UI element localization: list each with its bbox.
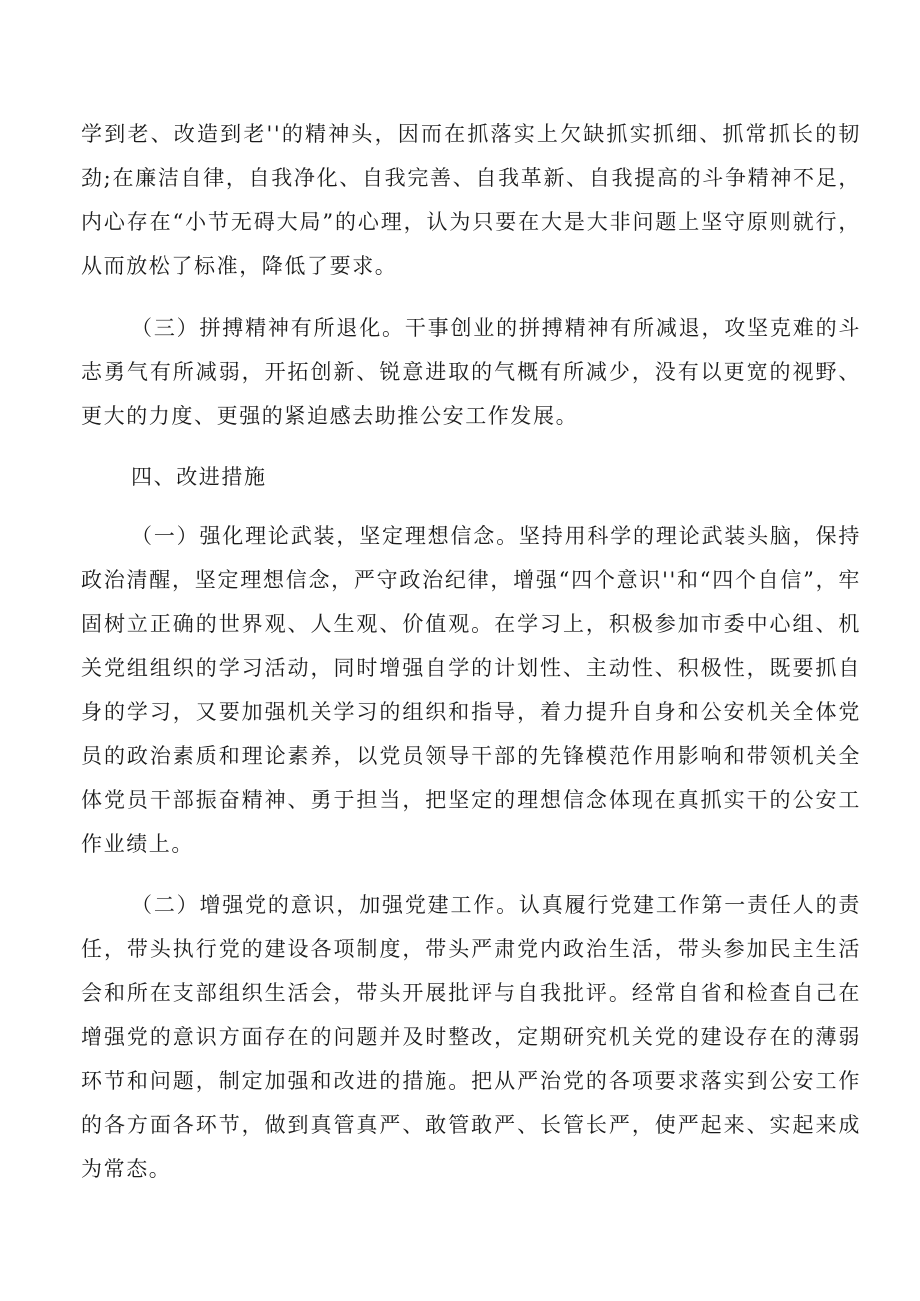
paragraph-text: （二）增强党的意识，加强党建工作。认真履行党建工作第一责任人的责任，带头执行党的建设各项制度，带头严肃党内政治生活，带头参加民主生活会和所在支部组织生活会，带头开展批评与自我批评。经常自省和检查自己在增强党的意识方面存在的问题并及时整改，定期研究机关党的建设存在的薄弱环节和问题，制定加强和改进的措施。把从严治党的各项要求落实到公安工作的各方面各环节，做到真管真严、敢管敢严、长管长严，使严起来、实起来成为常态。	[81, 893, 861, 1181]
paragraph-text: （三）拼搏精神有所退化。干事创业的拼搏精神有所减退，攻坚克难的斗志勇气有所减弱，开拓创新、锐意进取的气概有所减少，没有以更宽的视野、更大的力度、更强的紧迫感去助推公安工作发展。	[81, 316, 861, 428]
paragraph-text: 学到老、改造到老''的精神头，因而在抓落实上欠缺抓实抓细、抓常抓长的韧劲;在廉洁自律，自我净化、自我完善、自我革新、自我提高的斗争精神不足，内心存在“小节无碍大局”的心理，认为只要在大是大非问题上坚守原则就行，从而放松了标准，降低了要求。	[81, 122, 861, 278]
paragraph-measure-2	[81, 883, 861, 1191]
heading-text: 四、改进措施	[131, 465, 267, 489]
paragraph-measure-1	[81, 514, 861, 866]
paragraph-section-3	[81, 306, 861, 438]
paragraph-continuation	[81, 112, 861, 288]
paragraph-text: （一）强化理论武装，坚定理想信念。坚持用科学的理论武装头脑，保持政治清醒，坚定理想信念，严守政治纪律，增强“四个意识''和“四个自信”，牢固树立正确的世界观、人生观、价值观。在学习上，积极参加市委中心组、机关党组组织的学习活动，同时增强自学的计划性、主动性、积极性，既要抓自身的学习，又要加强机关学习的组织和指导，着力提升自身和公安机关全体党员的政治素质和理论素养，以党员领导干部的先锋模范作用影响和带领机关全体党员干部振奋精神、勇于担当，把坚定的理想信念体现在真抓实干的公安工作业绩上。	[81, 524, 861, 856]
section-heading-4	[81, 455, 861, 499]
